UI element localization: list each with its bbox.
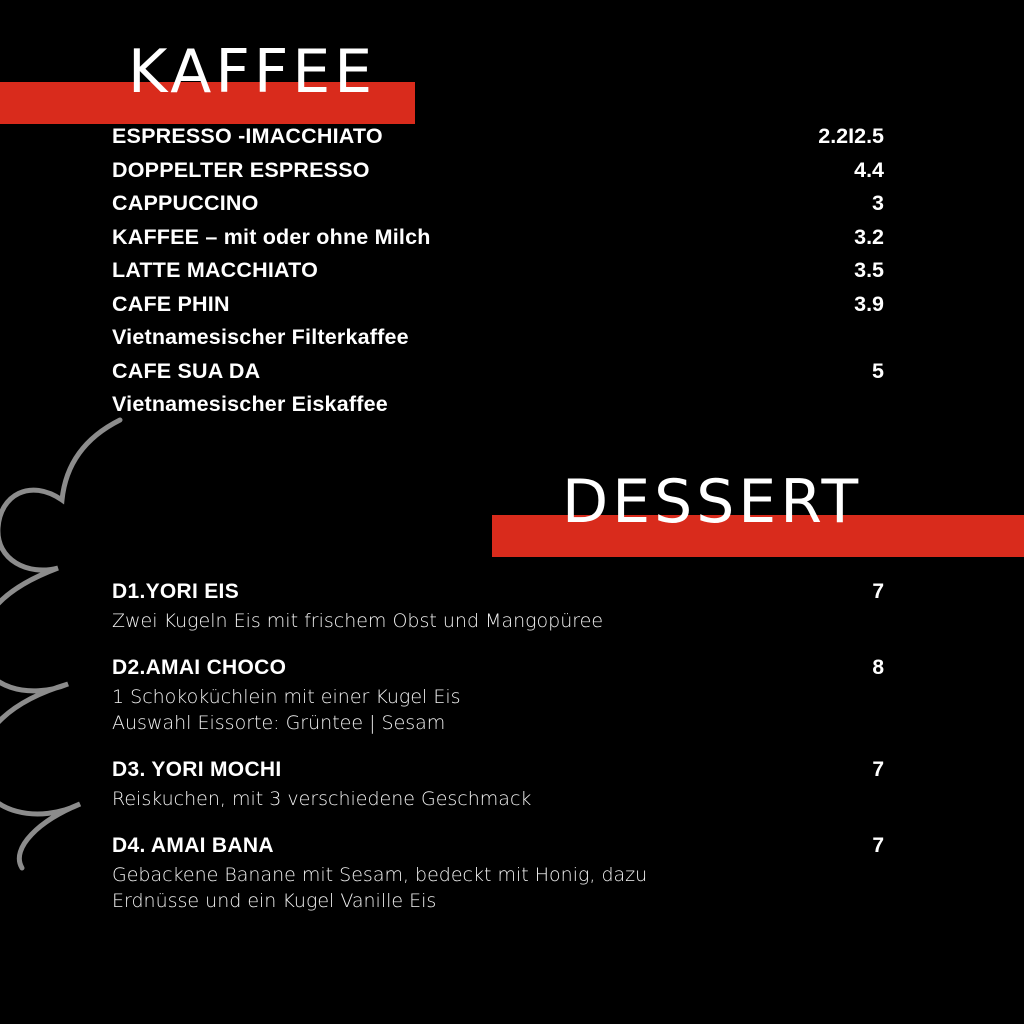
menu-item xyxy=(112,292,884,326)
menu-item-name: D3. YORI MOCHI xyxy=(112,758,282,781)
menu-item-name: D1.YORI EIS xyxy=(112,580,240,603)
dessert-item-list xyxy=(112,580,884,936)
dessert-title: DESSERT xyxy=(562,467,863,537)
menu-item-price: 8 xyxy=(872,656,884,679)
description-line: Gebackene Banane mit Sesam, bedeckt mit Honig, dazu xyxy=(112,864,648,886)
kaffee-title: KAFFEE xyxy=(128,37,377,107)
menu-item-name: LATTE MACCHIATO xyxy=(112,258,319,282)
menu-item-name: D2.AMAI CHOCO xyxy=(112,656,287,679)
menu-item-price: 5 xyxy=(872,358,884,383)
menu-item xyxy=(112,124,884,158)
description-line: Auswahl Eissorte: Grüntee | Sesam xyxy=(112,712,446,734)
menu-item-header xyxy=(112,580,884,604)
kaffee-heading xyxy=(0,18,1024,114)
description-line: Erdnüsse und ein Kugel Vanille Eis xyxy=(112,890,437,912)
dessert-section xyxy=(0,467,1024,566)
menu-item-header xyxy=(112,656,884,680)
menu-item-name: CAFE PHIN xyxy=(112,291,230,316)
menu-item-name: CAFE SUA DA xyxy=(112,358,261,383)
menu-item-price: 3.2 xyxy=(854,224,884,249)
menu-item-name: D4. AMAI BANA xyxy=(112,834,274,857)
menu-item xyxy=(112,834,884,914)
menu-item-subtitle-row xyxy=(112,392,884,426)
menu-item-price: 3.9 xyxy=(854,291,884,316)
dessert-heading xyxy=(0,467,1024,566)
menu-item-subtitle-row xyxy=(112,325,884,359)
menu-item-header xyxy=(112,758,884,782)
menu-item-subtitle: Vietnamesischer Eiskaffee xyxy=(112,392,388,416)
menu-item-price: 3.5 xyxy=(854,258,884,282)
menu-item xyxy=(112,656,884,736)
menu-item-description xyxy=(112,684,884,736)
menu-item-price: 4.4 xyxy=(854,157,884,182)
menu-item xyxy=(112,359,884,393)
menu-item-description xyxy=(112,608,884,634)
description-line: Zwei Kugeln Eis mit frischem Obst und Mangopüree xyxy=(112,610,604,632)
kaffee-item-list xyxy=(112,124,884,426)
menu-item-price: 7 xyxy=(872,758,884,781)
menu-item-description xyxy=(112,786,884,812)
menu-item xyxy=(112,580,884,634)
menu-item-name: ESPRESSO -IMACCHIATO xyxy=(112,124,383,148)
menu-item-description xyxy=(112,862,884,914)
menu-item-name: DOPPELTER ESPRESSO xyxy=(112,157,370,182)
description-line: 1 Schokoküchlein mit einer Kugel Eis xyxy=(112,686,461,708)
menu-item-name: CAPPUCCINO xyxy=(112,191,259,215)
menu-item-price: 2.2I2.5 xyxy=(818,124,884,148)
menu-item xyxy=(112,758,884,812)
menu-item-price: 7 xyxy=(872,834,884,857)
kaffee-section xyxy=(0,18,1024,114)
menu-item-header xyxy=(112,834,884,858)
menu-item xyxy=(112,158,884,192)
menu-item xyxy=(112,225,884,259)
menu-item-name: KAFFEE – mit oder ohne Milch xyxy=(112,224,431,249)
menu-item-price: 3 xyxy=(872,191,884,215)
menu-item xyxy=(112,191,884,225)
description-line: Reiskuchen, mit 3 verschiedene Geschmack xyxy=(112,788,532,810)
menu-item-subtitle: Vietnamesischer Filterkaffee xyxy=(112,325,409,349)
menu-item xyxy=(112,258,884,292)
menu-item-price: 7 xyxy=(872,580,884,603)
